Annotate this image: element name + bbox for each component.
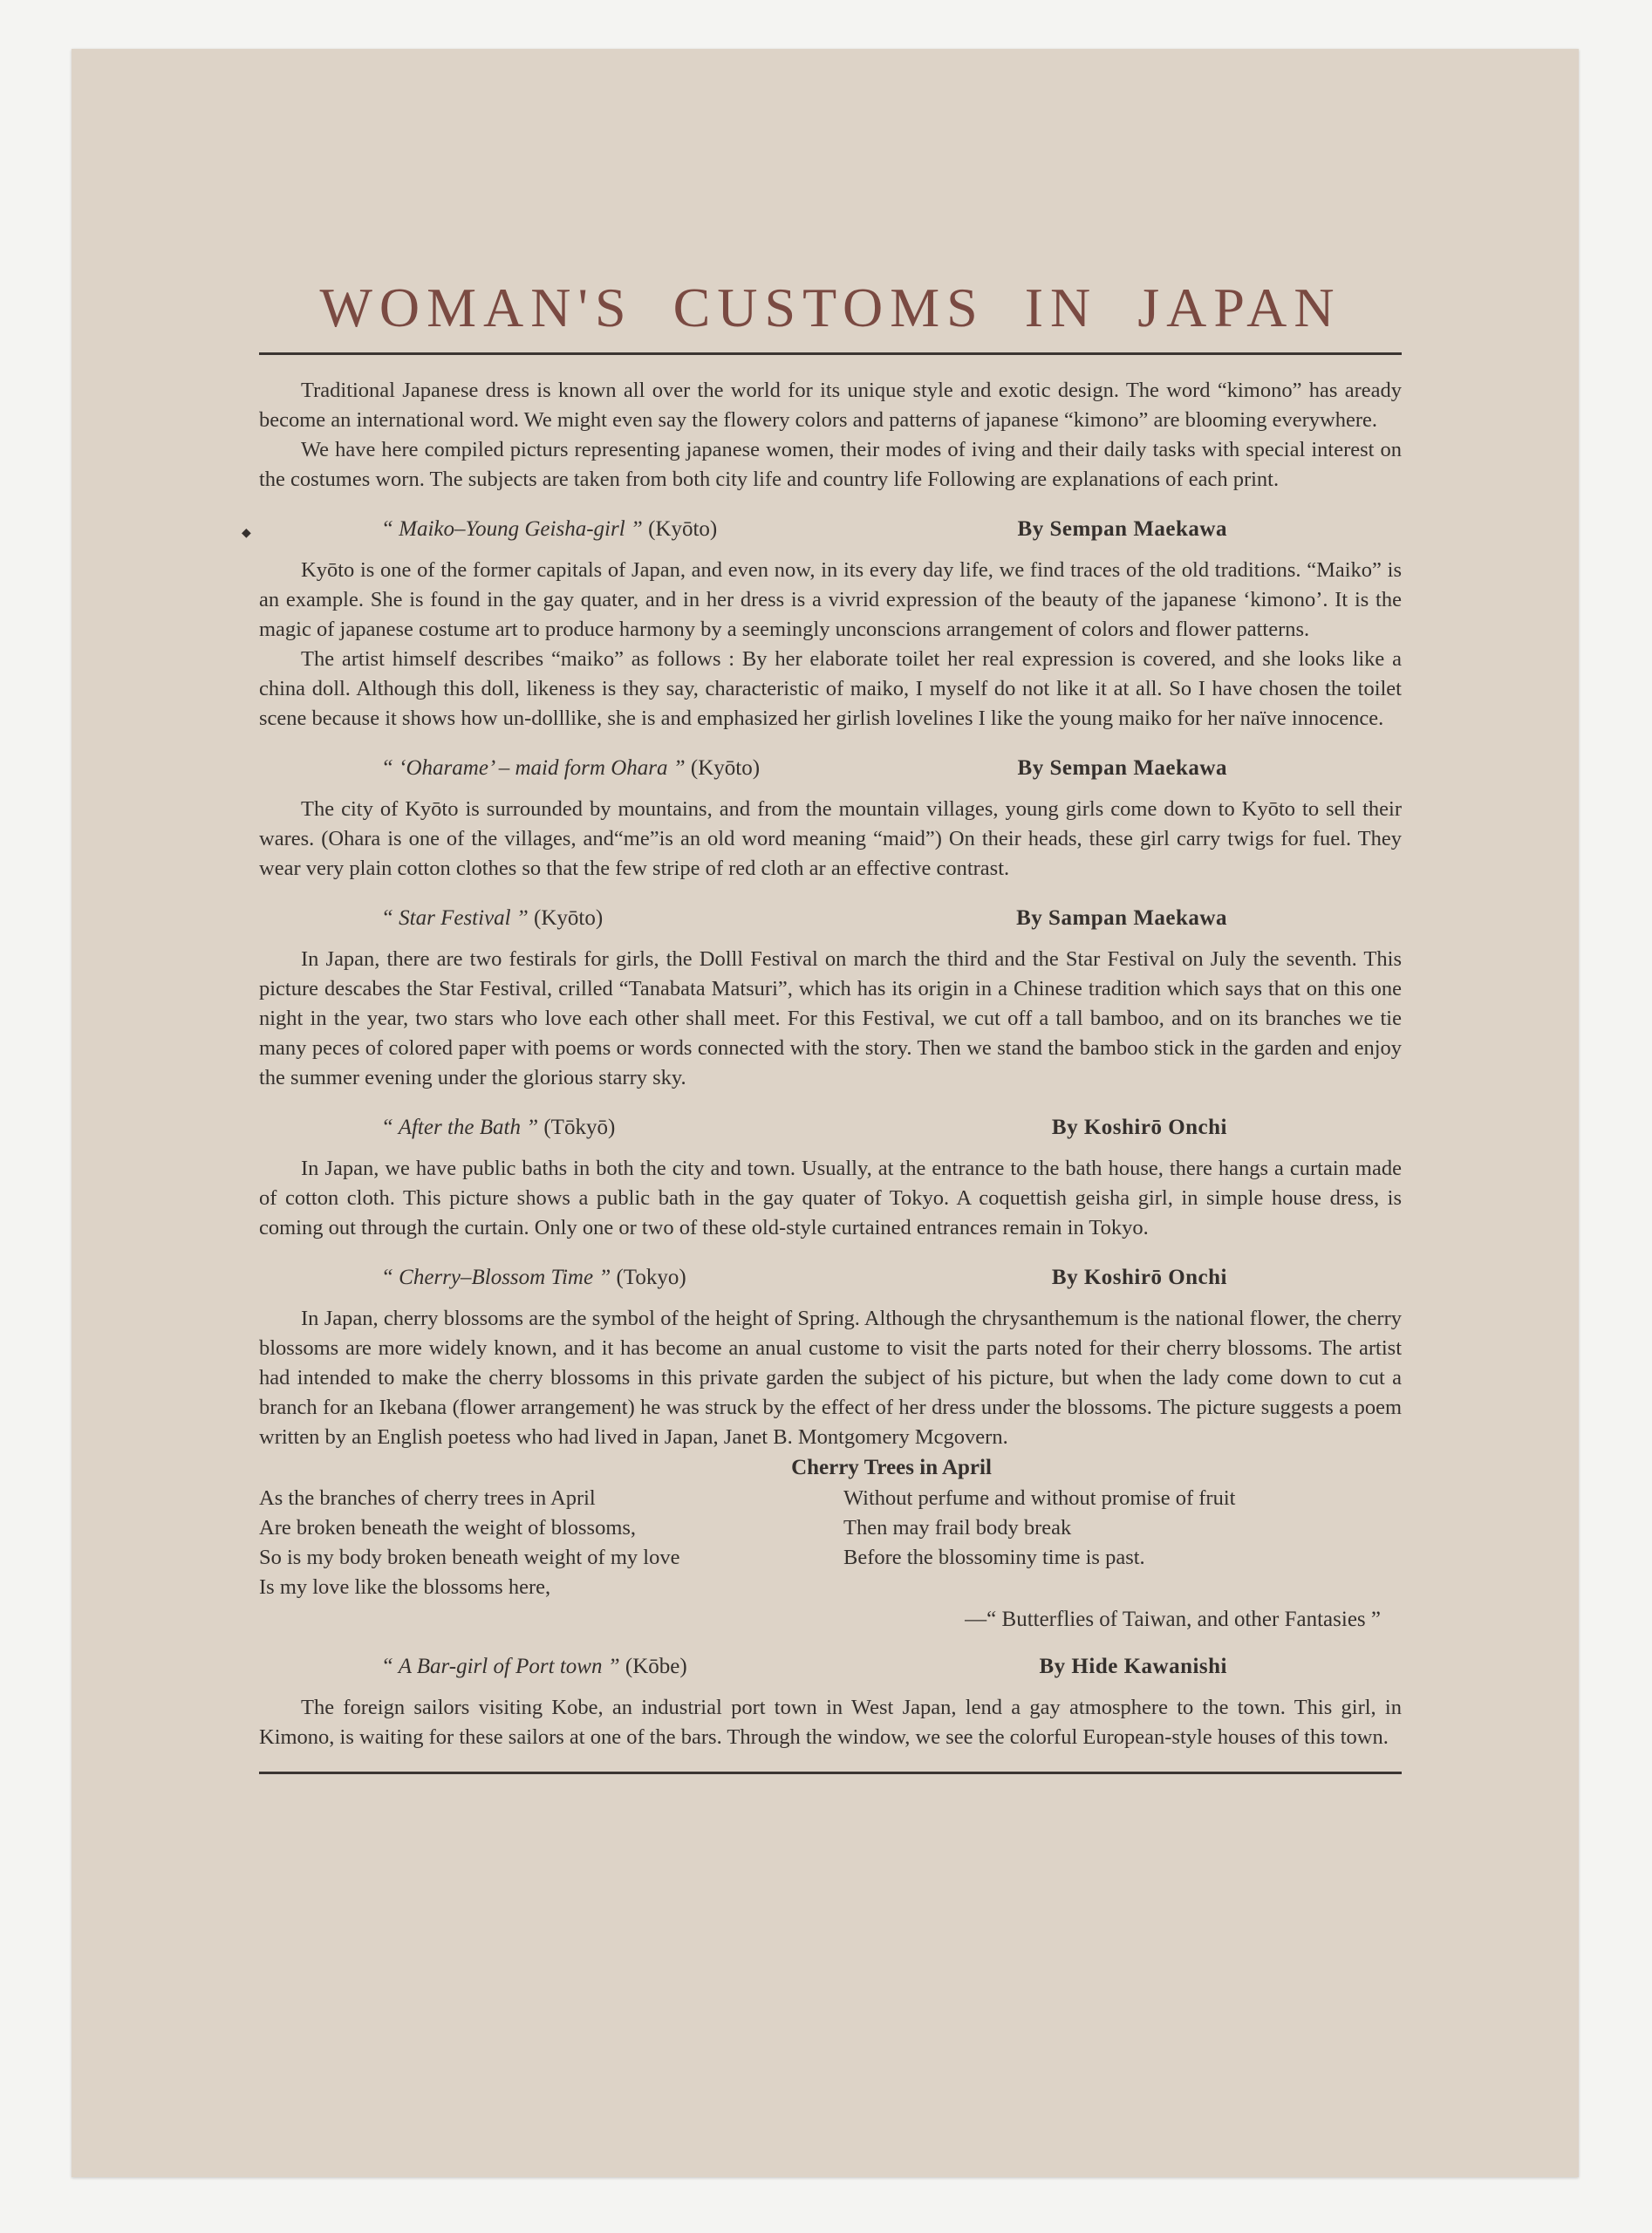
bottom-rule [259,1772,1402,1774]
section-paragraph: The city of Kyōto is surrounded by mountains, and from the mountain villages, young girls come down to Kyōto to sell their wares. (Ohara is one of the villages, and“me”is an old word meaning “maid”) On their heads, these girl carry twigs for fuel. They wear very plain cotton clothes so that the few stripe of red cloth ar an effective contrast. [259,797,1402,880]
poem-line: As the branches of cherry trees in April [259,1486,596,1510]
artist-name: By Sempan Maekawa [1017,517,1227,541]
section-heading [259,906,1402,931]
title-rule [259,352,1402,355]
print-title: “ After the Bath ” (Tōkyō) [381,1116,616,1139]
section-heading [259,756,1402,781]
poem-right-column [843,1484,1402,1602]
poem-line: Then may frail body break [843,1516,1072,1540]
section-heading [242,517,1402,542]
poem-title: Cherry Trees in April [791,1456,992,1479]
artist-name: By Sampan Maekawa [1016,906,1227,930]
document-title: WOMAN'S CUSTOMS IN JAPAN [319,277,1341,338]
artist-name: By Sempan Maekawa [1017,756,1227,780]
print-title: “ Star Festival ” (Kyōto) [381,906,604,930]
poem-line: Before the blossominy time is past. [843,1546,1145,1569]
print-title: “ Maiko–Young Geisha-girl ” (Kyōto) [381,517,718,541]
section-heading [259,1266,1402,1290]
section-paragraph: The artist himself describes “maiko” as follows : By her elaborate toilet her real expression is covered, and she looks like a china doll. Although this doll, likeness is they say, characteristic of maiko, I myself do not like it at all. So I have chosen the toilet scene because it shows how un-dolllike, she is and emphasized her girlish lovelines I like the young maiko for her naïve innocence. [259,647,1402,730]
section-paragraph: In Japan, there are two festirals for girls, the Dolll Festival on march the third and the Star Festival on July the seventh. This picture descabes the Star Festival, crilled “Tanabata Matsuri”, which has its origin in a Chinese tradition which says that on this one night in the year, two stars who love each other shall meet. For this Festival, we cut off a tall bamboo, and on its branches we tie many peces of colored paper with poems or words connected with the story. Then we stand the bamboo stick in the garden and enjoy the summer evening under the glorious starry sky. [259,947,1402,1089]
paper-sheet [72,49,1579,2177]
poem-line: Are broken beneath the weight of blossoms, [259,1516,637,1540]
document-body [242,276,1402,1774]
poem-left-column [259,1484,817,1602]
print-title: “ A Bar-girl of Port town ” (Kōbe) [381,1655,687,1678]
intro-paragraph: Traditional Japanese dress is known all over the world for its unique style and exotic design. The word “kimono” has aready become an international word. We might even say the flowery colors and patterns of japanese “kimono” are blooming everywhere. [259,379,1402,432]
section-heading [259,1116,1402,1140]
poem-source: —“ Butterflies of Taiwan, and other Fantasies ” [965,1608,1381,1631]
intro-paragraph: We have here compiled picturs representing japanese women, their modes of iving and their daily tasks with special interest on the costumes worn. The subjects are taken from both city life and country life Following are explanations of each print. [259,438,1402,491]
section-paragraph: In Japan, cherry blossoms are the symbol of the height of Spring. Although the chrysanthemum is the national flower, the cherry blossoms are more widely known, and it has become an anual custome to visit the parts noted for their cherry blossoms. The artist had intended to make the cherry blossoms in this private garden the subject of his picture, but when the lady come down to cut a branch for an Ikebana (flower arrangement) he was struck by the effect of her dress under the blossoms. The picture suggests a poem written by an English poetess who had lived in Japan, Janet B. Montgomery Mcgovern. [259,1307,1402,1449]
print-title: “ ‘Oharame’ – maid form Ohara ” (Kyōto) [381,756,761,780]
section-paragraph: The foreign sailors visiting Kobe, an industrial port town in West Japan, lend a gay atmosphere to the town. This girl, in Kimono, is waiting for these sailors at one of the bars. Through the window, we see the colorful European-style houses of this town. [259,1696,1402,1749]
artist-name: By Koshirō Onchi [1051,1266,1227,1289]
poem-line: Without perfume and without promise of fruit [843,1486,1236,1510]
section-heading [259,1655,1402,1679]
section-paragraph: Kyōto is one of the former capitals of Japan, and even now, in its every day life, we find traces of the old traditions. “Maiko” is an example. She is found in the gay quater, and in her dress is a vivrid expression of the beauty of the japanese ‘kimono’. It is the magic of japanese costume art to produce harmony by a seemingly unconscions arrangement of colors and flower patterns. [259,558,1402,641]
poem [259,1484,1402,1602]
diamond-bullet-icon: ◆ [242,527,251,540]
section-paragraph: In Japan, we have public baths in both the city and town. Usually, at the entrance to the bath house, there hangs a curtain made of cotton cloth. This picture shows a public bath in the gay quater of Tokyo. A coquettish geisha girl, in simple house dress, is coming out through the curtain. Only one or two of these old-style curtained entrances remain in Tokyo. [259,1157,1402,1239]
print-title: “ Cherry–Blossom Time ” (Tokyo) [381,1266,686,1289]
poem-line: Is my love like the blossoms here, [259,1575,551,1599]
artist-name: By Hide Kawanishi [1039,1655,1227,1678]
poem-line: So is my body broken beneath weight of my love [259,1546,680,1569]
artist-name: By Koshirō Onchi [1051,1116,1227,1139]
